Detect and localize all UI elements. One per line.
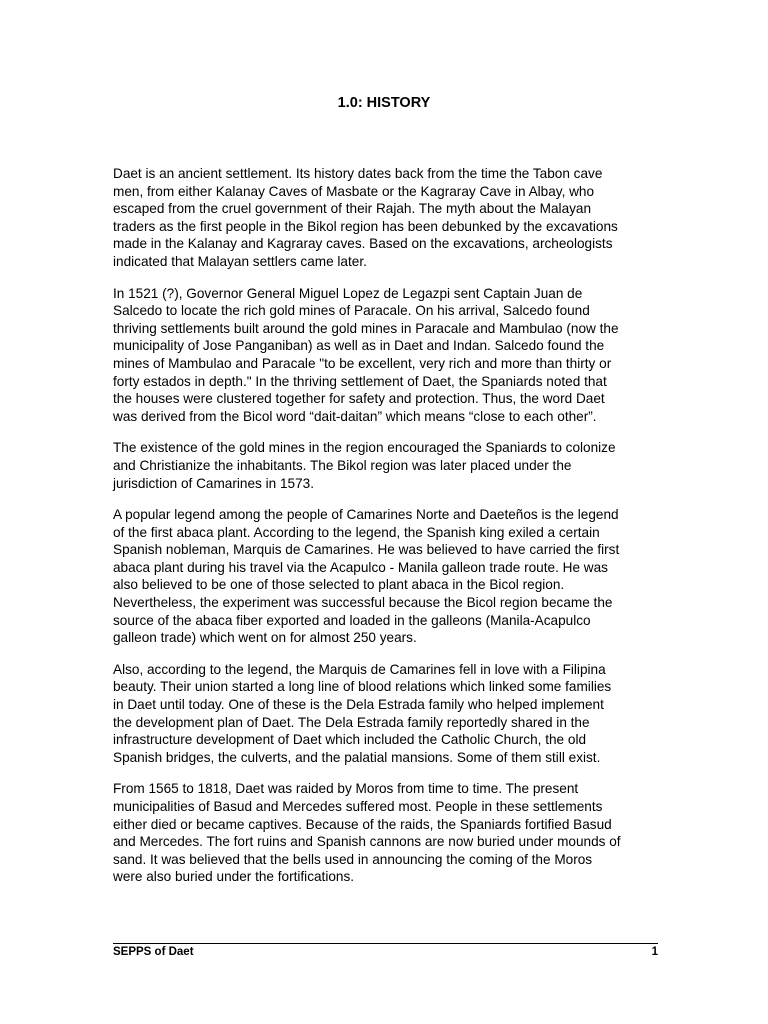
paragraph-line: of the first abaca plant. According to the legend, the Spanish king exiled a certain bbox=[113, 524, 600, 540]
paragraph-line: infrastructure development of Daet which included the Catholic Church, the old bbox=[113, 732, 587, 748]
paragraph-line: in Daet until today. One of these is the Dela Estrada family who helped implement bbox=[113, 697, 604, 713]
paragraph-line: sand. It was believed that the bells used in announcing the coming of the Moros bbox=[113, 851, 593, 867]
paragraph-4 bbox=[113, 506, 683, 647]
paragraph-line: mines of Mambulao and Paracale "to be excellent, very rich and more than thirty or bbox=[113, 355, 612, 371]
paragraph-3 bbox=[113, 439, 683, 492]
paragraph-5 bbox=[113, 661, 683, 767]
paragraph-6 bbox=[113, 780, 683, 886]
paragraph-line: were also buried under the fortifications. bbox=[113, 869, 355, 885]
body-text bbox=[113, 165, 683, 900]
paragraph-line: Daet is an ancient settlement. Its history dates back from the time the Tabon cave bbox=[113, 166, 603, 181]
paragraph-line: Spanish nobleman, Marquis de Camarines. He was believed to have carried the first bbox=[113, 542, 620, 558]
paragraph-line: indicated that Malayan settlers came later. bbox=[113, 253, 367, 269]
paragraph-line: jurisdiction of Camarines in 1573. bbox=[113, 475, 314, 491]
paragraph-2 bbox=[113, 285, 683, 426]
paragraph-line: made in the Kalanay and Kagraray caves. Based on the excavations, archeologists bbox=[113, 236, 613, 252]
footer-divider bbox=[113, 943, 658, 944]
paragraph-line: In 1521 (?), Governor General Miguel Lopez de Legazpi sent Captain Juan de bbox=[113, 285, 583, 301]
paragraph-line: source of the abaca fiber exported and loaded in the galleons (Manila-Acapulco bbox=[113, 612, 591, 628]
paragraph-line: escaped from the cruel government of their Rajah. The myth about the Malayan bbox=[113, 201, 592, 217]
paragraph-line: municipality of Jose Panganiban) as well as in Daet and Indan. Salcedo found the bbox=[113, 338, 605, 354]
paragraph-line: The existence of the gold mines in the region encouraged the Spaniards to colonize bbox=[113, 440, 616, 456]
footer-page-number: 1 bbox=[651, 946, 658, 958]
page-title: 1.0: HISTORY bbox=[337, 95, 431, 111]
paragraph-line: forty estados in depth." In the thriving settlement of Daet, the Spaniards noted that bbox=[113, 373, 607, 389]
paragraph-line: men, from either Kalanay Caves of Masbate or the Kagraray Cave in Albay, who bbox=[113, 183, 595, 199]
paragraph-line: the development plan of Daet. The Dela Estrada family reportedly shared in the bbox=[113, 714, 590, 730]
paragraph-line: municipalities of Basud and Mercedes suffered most. People in these settlements bbox=[113, 799, 603, 814]
paragraph-line: either died or became captives. Because of the raids, the Spaniards fortified Basud bbox=[113, 816, 612, 832]
paragraph-line: thriving settlements built around the gold mines in Paracale and Mambulao (now the bbox=[113, 320, 619, 336]
paragraph-line: A popular legend among the people of Camarines Norte and Daeteños is the legend bbox=[113, 507, 619, 523]
paragraph-line: From 1565 to 1818, Daet was raided by Moros from time to time. The present bbox=[113, 781, 579, 797]
paragraph-line: Also, according to the legend, the Marquis de Camarines fell in love with a Filipina bbox=[113, 661, 606, 677]
paragraph-line: and Mercedes. The fort ruins and Spanish cannons are now buried under mounds of bbox=[113, 834, 621, 850]
footer-document-name: SEPPS of Daet bbox=[113, 946, 194, 958]
paragraph-line: galleon trade) which went on for almost 250 years. bbox=[113, 630, 417, 646]
paragraph-line: the houses were clustered together for safety and protection. Thus, the word Daet bbox=[113, 391, 605, 407]
paragraph-line: was derived from the Bicol word “dait-daitan” which means “close to each other”. bbox=[113, 408, 597, 424]
paragraph-line: traders as the first people in the Bikol region has been debunked by the excavations bbox=[113, 218, 618, 234]
paragraph-line: beauty. Their union started a long line of blood relations which linked some families bbox=[113, 679, 612, 695]
paragraph-line: Nevertheless, the experiment was successful because the Bicol region became the bbox=[113, 595, 613, 611]
paragraph-line: and Christianize the inhabitants. The Bikol region was later placed under the bbox=[113, 457, 572, 473]
paragraph-1 bbox=[113, 165, 683, 271]
paragraph-line: Salcedo to locate the rich gold mines of Paracale. On his arrival, Salcedo found bbox=[113, 303, 590, 319]
paragraph-line: also believed to be one of those selected to plant abaca in the Bicol region. bbox=[113, 577, 565, 593]
paragraph-line: abaca plant during his travel via the Acapulco - Manila galleon trade route. He was bbox=[113, 559, 608, 575]
paragraph-line: Spanish bridges, the culverts, and the palatial mansions. Some of them still exist. bbox=[113, 749, 601, 765]
